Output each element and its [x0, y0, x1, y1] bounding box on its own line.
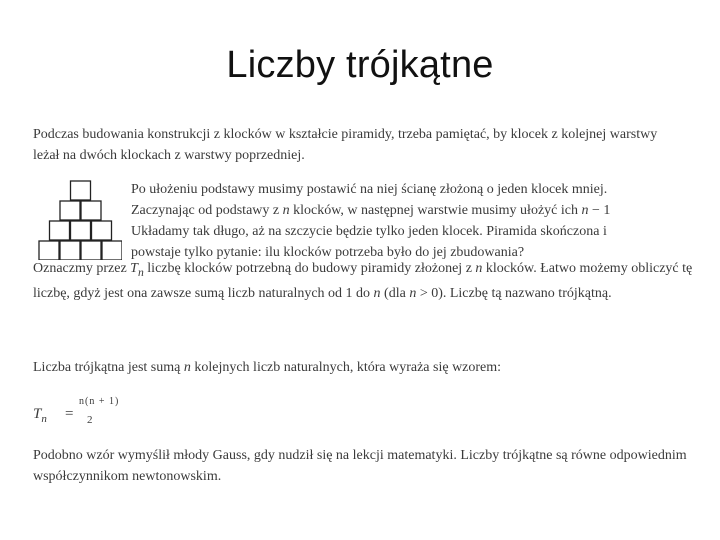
pyramid-block: [81, 201, 101, 220]
formula-equals: =: [65, 406, 74, 422]
building-line-4: powstaje tylko pytanie: ilu klocków potrzeba było do jej zbudowania?: [131, 245, 525, 260]
pyramid-block: [60, 201, 80, 220]
pyramid-block: [92, 221, 112, 240]
triangular-number-formula: [33, 396, 153, 436]
slide-title: Liczby trójkątne: [226, 44, 494, 86]
formula-numerator: n(n + 1): [79, 396, 120, 407]
paragraph-gauss: Podobno wzór wymyślił młody Gauss, gdy nudził się na lekcji matematyki. Liczby trójkątne są równe odpowiednim współczynnikom newtonowskim.: [33, 448, 687, 484]
building-line-2: Zaczynając od podstawy z n klocków, w następnej warstwie musimy ułożyć ich n − 1: [131, 203, 611, 218]
formula-denominator: 2: [87, 414, 93, 426]
pyramid-block: [71, 221, 91, 240]
block-pyramid-illustration: [38, 180, 122, 260]
paragraph-formula-intro: Liczba trójkątna jest sumą n kolejnych liczb naturalnych, która wyraża się wzorem:: [33, 360, 502, 375]
pyramid-block: [50, 221, 70, 240]
paragraph-building: [131, 179, 676, 263]
paragraph-definition: Oznaczmy przez $T_n$ liczbę klocków potrzebną do budowy piramidy złożonej z n klocków. Łatwo możemy obliczyć tę liczbę, gdyż jest ona zawsze sumą liczb naturalnych od 1 do n (dla n > 0). Liczbę tą nazwano trójkątną.: [33, 261, 693, 301]
formula-lhs: $T_n$: [33, 406, 47, 425]
pyramid-block: [71, 181, 91, 200]
paragraph-intro: Podczas budowania konstrukcji z klocków w kształcie piramidy, trzeba pamiętać, by klocek z kolejnej warstwy leżał na dwóch klockach z warstwy poprzedniej.: [33, 127, 658, 163]
building-line-3: Układamy tak długo, aż na szczycie będzie tylko jeden klocek. Piramida skończona i: [131, 224, 607, 239]
building-line-1: Po ułożeniu podstawy musimy postawić na niej ścianę złożoną o jeden klocek mniej.: [131, 182, 608, 197]
